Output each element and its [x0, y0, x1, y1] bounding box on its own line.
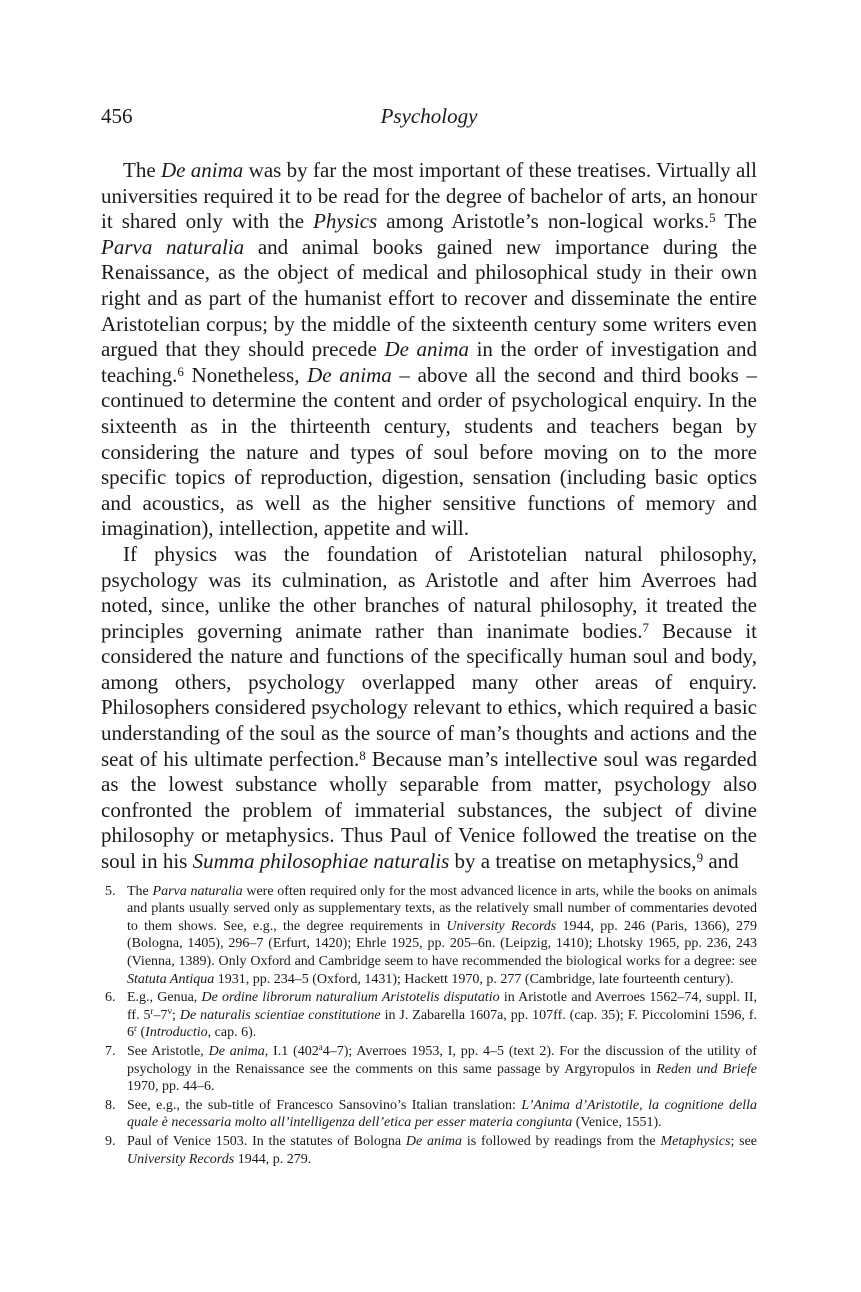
- footnote-number: 6.: [105, 990, 116, 1006]
- footnote-reference: 7: [642, 619, 649, 635]
- footnote-number: 5.: [105, 883, 116, 899]
- text-run: – above all the second and third books – continued to determine the content and order of psychological enquiry. In the sixteenth as in the thirteenth century, students and teachers began by considering the nature and types of soul before moving on to the more specific topics of reproduction, digestion, sensation (including basic optics and acoustics, as well as the higher sensitive functions of memory and imagination), intellection, appetite and will.: [101, 362, 757, 541]
- text-run: 1944, p. 279.: [234, 1151, 312, 1167]
- italic-text: Introductio: [145, 1025, 208, 1041]
- footnote-text: [127, 883, 757, 989]
- text-run: among Aristotle’s non-logical works.: [377, 209, 710, 234]
- italic-text: De anima: [384, 337, 470, 362]
- text-run: See, e.g., the sub-title of Francesco Sansovino’s Italian translation:: [127, 1097, 522, 1113]
- footnote: [101, 883, 757, 989]
- footnote-reference: 8: [359, 747, 366, 763]
- italic-text: Reden und Briefe: [656, 1061, 757, 1077]
- italic-text: Metaphysics: [660, 1133, 731, 1149]
- italic-text: Statuta Antiqua: [127, 971, 215, 987]
- superscript: r: [134, 1023, 137, 1034]
- superscript: v: [167, 1005, 173, 1016]
- text-run: in Aristotle and Averroes 1562–74, suppl. II, ff. 5: [127, 990, 757, 1023]
- footnote-reference: 5: [709, 210, 716, 226]
- italic-text: De naturalis scientiae constitutione: [179, 1007, 381, 1023]
- text-run: was by far the most important of these treatises. Virtually all universities required it to be read for the degree of bachelor of arts, an honour it shared only with the: [101, 158, 757, 234]
- text-run: 1944, pp. 246 (Paris, 1366), 279 (Bologna, 1405), 296–7 (Erfurt, 1420); Ehrle 1925, pp. 205–6n. (Leipzig, 1410); Lhotsky 1965, pp. 236, 243 (Vienna, 1389). Only Oxford and Cambridge seem to have recommended the biological works for a degree: see: [127, 918, 757, 969]
- footnote-text: [127, 1043, 757, 1096]
- italic-text: De anima: [208, 1043, 265, 1059]
- text-run: (: [137, 1025, 146, 1041]
- italic-text: Physics: [313, 209, 378, 234]
- page-number: 456: [101, 104, 133, 128]
- text-run: The: [127, 883, 153, 899]
- page-header: [101, 100, 757, 134]
- text-run: See Aristotle,: [127, 1043, 209, 1059]
- body-text: [101, 158, 757, 875]
- text-run: Because it considered the nature and functions of the specifically human soul and body, among others, psychology overlapped many other areas of enquiry. Philosophers considered psychology relevant to ethics, which required a basic understanding of the soul as the source of man’s thoughts and actions and the seat of his ultimate perfection.: [101, 618, 757, 771]
- text-run: by a treatise on metaphysics,: [449, 849, 697, 874]
- italic-text: University Records: [127, 1151, 235, 1167]
- footnote-text: [127, 989, 757, 1042]
- text-run: in J. Zabarella 1607a, pp. 107ff. (cap. 35); F. Piccolomini 1596, f. 6: [127, 1007, 757, 1041]
- footnote: [101, 1097, 757, 1132]
- footnote-reference: 9: [696, 850, 704, 866]
- italic-text: Parva naturalia: [152, 883, 243, 899]
- footnotes: [101, 883, 757, 1169]
- text-run: is followed by readings from the: [462, 1133, 661, 1149]
- italic-text: De anima: [307, 362, 392, 387]
- text-run: 4–7); Averroes 1953, I, pp. 4–5 (text 2). For the discussion of the utility of psychology in the Renaissance see the comments on this same passage by Argyropulos in: [127, 1043, 758, 1077]
- footnote: [101, 1133, 757, 1168]
- italic-text: Parva naturalia: [101, 234, 245, 259]
- footnote-reference: 6: [177, 363, 184, 379]
- paragraph: [101, 158, 757, 542]
- footnote: [101, 1043, 757, 1096]
- text-run: 1970, pp. 44–6.: [127, 1079, 215, 1095]
- italic-text: De anima: [405, 1133, 463, 1149]
- paragraph: [101, 542, 757, 875]
- text-run: , I.1 (402: [264, 1043, 319, 1059]
- footnote-number: 7.: [105, 1043, 116, 1059]
- footnote-number: 9.: [105, 1133, 116, 1149]
- superscript: a: [318, 1041, 323, 1052]
- text-run: ;: [172, 1007, 180, 1023]
- italic-text: University Records: [446, 918, 557, 934]
- footnote-text: [127, 1097, 757, 1132]
- text-run: and: [703, 849, 739, 874]
- book-page: [101, 100, 757, 1169]
- text-run: and animal books gained new importance during the Renaissance, as the object of medical and philosophical study in their own right and as part of the humanist effort to recover and disseminate the entire Aristotelian corpus; by the middle of the sixteenth century some writers even argued that they should precede: [101, 234, 758, 362]
- footnote: [101, 989, 757, 1042]
- text-run: 1931, pp. 234–5 (Oxford, 1431); Hackett 1970, p. 277 (Cambridge, late fourteenth century).: [214, 971, 734, 987]
- text-run: Because man’s intellective soul was regarded as the lowest substance wholly separable from matter, psychology also confronted the problem of immaterial substances, the subject of divine philosophy or metaphysics. Thus Paul of Venice followed the treatise on the soul in his: [101, 746, 757, 874]
- text-run: If physics was the foundation of Aristotelian natural philosophy, psychology was its culmination, as Aristotle and after him Averroes had noted, since, unlike the other branches of natural philosophy, it treated the principles governing animate rather than inanimate bodies.: [101, 541, 757, 643]
- text-run: in the order of investigation and teaching.: [101, 337, 757, 387]
- running-title: Psychology: [380, 104, 478, 128]
- text-run: ; see: [730, 1133, 757, 1149]
- italic-text: De ordine librorum naturalium Aristotelis disputatio: [201, 990, 500, 1006]
- text-run: were often required only for the most advanced licence in arts, while the books on animals and plants usually served only as supplementary texts, as the relatively small number of commentaries devoted to them shows. See, e.g., the degree requirements in: [127, 883, 757, 934]
- italic-text: L’Anima d’Aristotile, la cognitione della quale è necessaria molto all’intelligenza dell’etica per esser materia congiunta: [127, 1097, 758, 1131]
- text-run: (Venice, 1551).: [572, 1115, 662, 1131]
- text-run: Paul of Venice 1503. In the statutes of Bologna: [127, 1133, 406, 1149]
- text-run: The: [715, 209, 757, 234]
- footnote-number: 8.: [105, 1097, 116, 1113]
- text-run: E.g., Genua,: [127, 990, 202, 1006]
- text-run: Nonetheless,: [183, 362, 308, 387]
- superscript: r: [150, 1005, 154, 1016]
- text-run: –7: [153, 1007, 168, 1023]
- italic-text: Summa philosophiae naturalis: [192, 849, 450, 874]
- footnote-text: [127, 1133, 757, 1168]
- text-run: The: [123, 158, 161, 182]
- italic-text: De anima: [160, 158, 244, 182]
- text-run: , cap. 6).: [207, 1025, 257, 1041]
